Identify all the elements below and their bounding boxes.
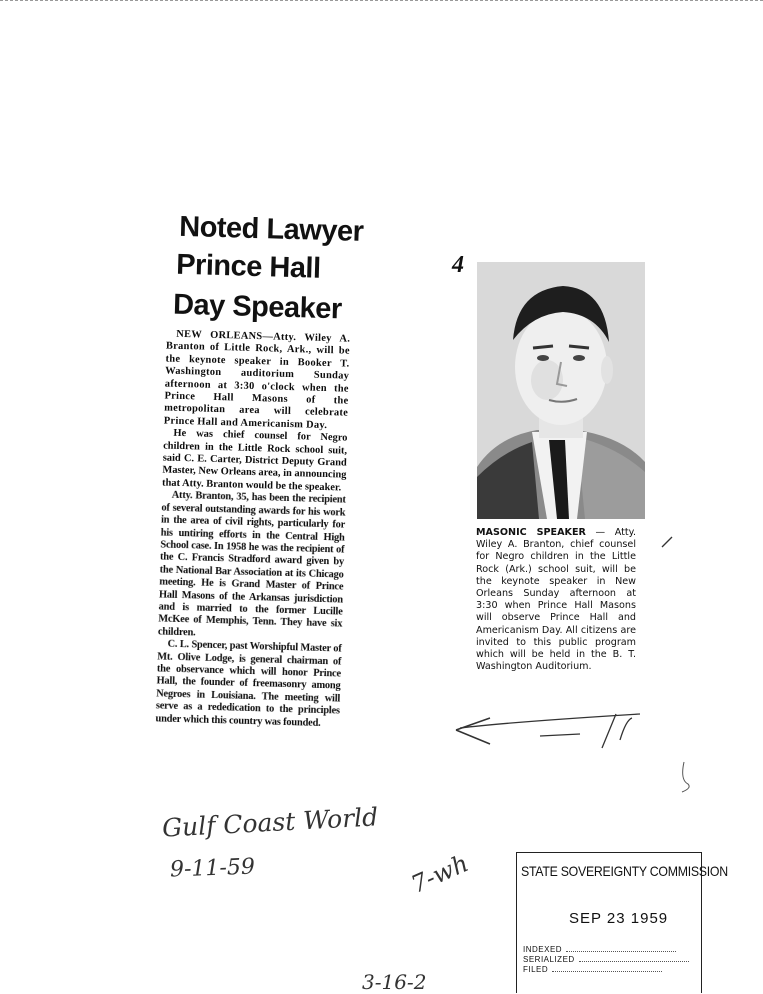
headline-line-3: Day Speaker — [172, 288, 343, 326]
pen-squiggle — [676, 760, 696, 800]
pen-strokes — [450, 700, 670, 760]
article-body — [155, 329, 350, 731]
headline-line-2: Prince Hall — [175, 248, 321, 285]
portrait-photo — [477, 262, 645, 519]
stamp-title: STATE SOVEREIGNTY COMMISSION — [521, 863, 728, 879]
handwritten-bottom: 3-16-2 — [362, 970, 427, 994]
article-paragraph: NEW ORLEANS—Atty. Wiley A. Branton of Little Rock, Ark., will be the keynote speaker in Booker T. Washington auditorium Sunday afternoon at 3:30 o'clock when the Prince Hall Masons of the metropolitan area will celebrate Prince Hall and Americanism Day. — [163, 328, 351, 431]
handwritten-date: 9-11-59 — [169, 854, 256, 883]
article-paragraph: He was chief counsel for Negro children in the Little Rock school suit, said C. E. Carter, District Deputy Grand Master, New Orleans area, in announcing that Atty. Branton would be the speaker. — [161, 427, 348, 494]
caption-lead: MASONIC SPEAKER — [476, 527, 586, 538]
headline-line-1: Noted Lawyer — [178, 210, 364, 248]
stamp-row-label: FILED — [523, 965, 549, 974]
stamp-row-serialized — [523, 955, 689, 964]
stamp-date: SEP 23 1959 — [569, 910, 669, 927]
caption-text: — Atty. Wiley A. Branton, chief counsel for Negro children in the Little Rock (Ark.) school suit, will be the keynote speaker in New Orleans Sunday afternoon at 3:30 when Prince Hall Masons will observe Prince Hall and Americanism Day. All citizens are invited to this public program which will be held in the B. T. Washington Auditorium. — [476, 527, 637, 673]
article-paragraph: Atty. Branton, 35, has been the recipient of several outstanding awards for his work in the area of civil rights, particularly for his untiring efforts in the Central High School case. In 1958 he was the recipient of the C. Francis Stradford award given by the National Bar Association at its Chicago meeting. He is Grand Master of Prince Hall Masons of the Arkansas jurisdiction and is married to the former Lucille McKee of Memphis, Tenn. They have six children. — [157, 490, 346, 639]
stamp-row-label: SERIALIZED — [523, 955, 575, 964]
clipping-mark: 4 — [452, 252, 464, 278]
photo-caption — [476, 527, 636, 673]
article-paragraph: C. L. Spencer, past Worshipful Master of Mt. Olive Lodge, is general chairman of the observance which will honor Prince Hall, the founder of freemasonry among Negroes in Louisiana. The meeting will serve as a rededication to the principles under which this country was founded. — [155, 638, 342, 729]
stamp-row-indexed — [523, 945, 676, 954]
stamp-row-label: INDEXED — [523, 945, 563, 954]
pen-tick — [660, 535, 674, 549]
stamp-row-filed — [523, 965, 662, 974]
handwritten-initials: 7-wh — [406, 849, 473, 899]
handwritten-source: Gulf Coast World — [161, 802, 379, 843]
page-edge — [0, 0, 763, 1]
commission-stamp — [516, 852, 728, 993]
newspaper-clipping-article — [134, 200, 364, 785]
